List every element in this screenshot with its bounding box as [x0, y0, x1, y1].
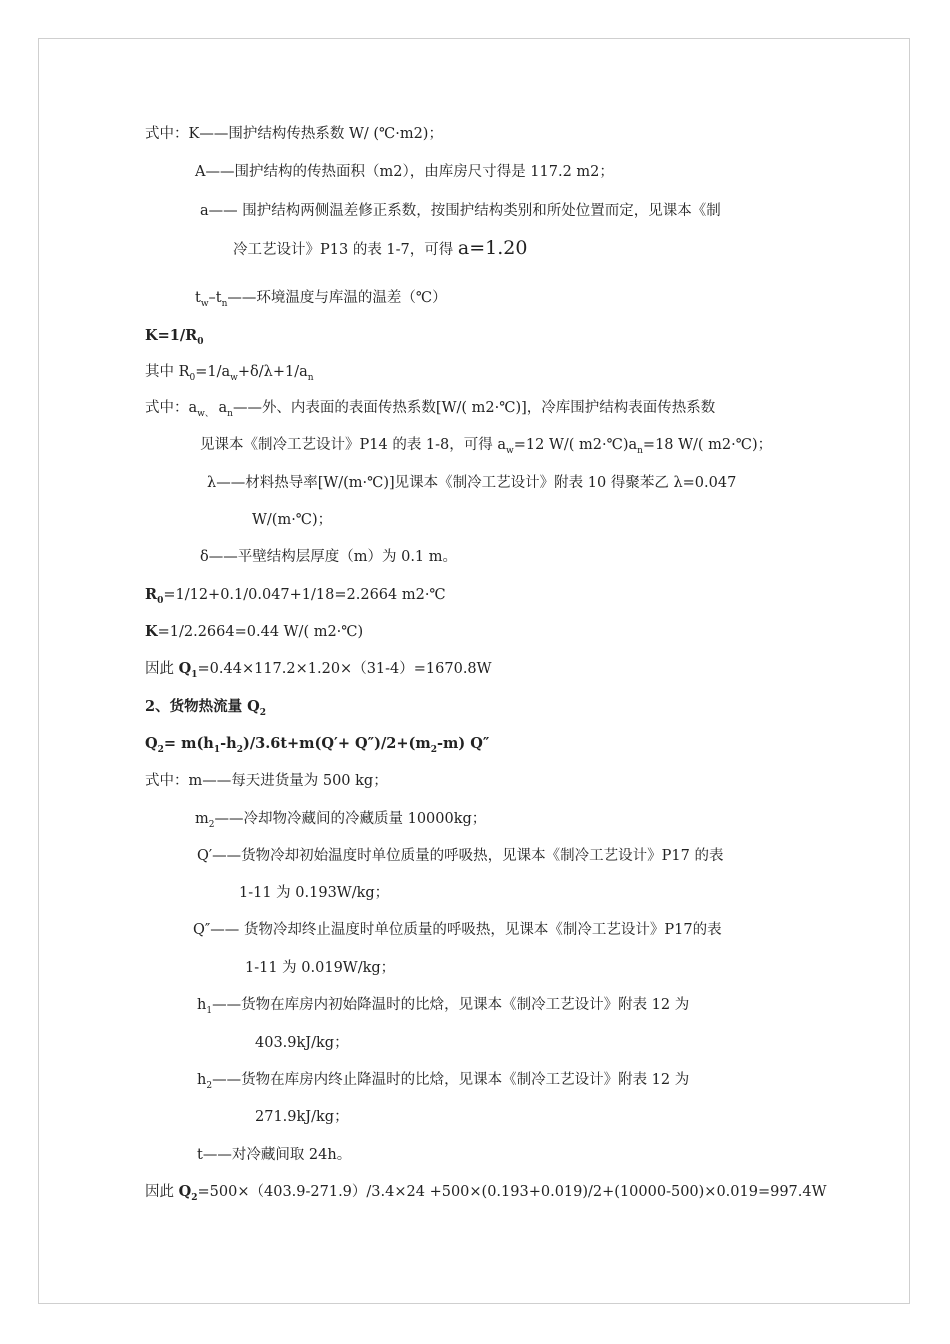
text-line: Q″—— 货物冷却终止温度时单位质量的呼吸热，见课本《制冷工艺设计》P17的表 [193, 922, 722, 938]
text-line: 1-11 为 0.193W/kg； [239, 885, 390, 901]
formula-heading: $K=1/R_0$ [145, 327, 204, 347]
text-line: $h_1——$货物在库房内初始降温时的比焓，见课本《制冷工艺设计》附表 12 为 [197, 997, 690, 1016]
text-line: 271.9kJ/kg； [255, 1109, 349, 1125]
text-line: 因此 $Q_2=500\times(403.9-271.9)/3.4\times 24 +500\times(0.193+0.019)/2+(10000-500)\times 0.019=997.4W$ [145, 1183, 827, 1203]
text-line: t——对冷藏间取 24h。 [197, 1147, 352, 1163]
text-line: 因此 $Q_1=0.44\times 117.2\times 1.20\times(31-4)=1670.8W$ [145, 660, 492, 680]
formula-heading: $Q_2= m(h_1-h_2)/3.6t+m(Q'+ Q'')/2+(m_2-m)$ Q″ [145, 735, 490, 755]
text-line: λ——材料热导率[W/(m·℃)]见课本《制冷工艺设计》附表 10 得聚苯乙 λ=0.047 [207, 475, 737, 491]
text-line: δ——平壁结构层厚度（m）为 0.1 m。 [200, 549, 458, 565]
text-line: 式中：$a_{w、}$ $a_n——$外、内表面的表面传热系数[W/( m2·℃)]，冷库围护结构表面传热系数 [145, 400, 716, 419]
formula-value: a=1.20 [457, 237, 528, 259]
text-line: $t_w-t_n——$环境温度与库温的温差（℃） [195, 290, 447, 309]
text-line: $R_0=1/12+0.1/0.047+1/18=2.2664$ m2·℃ [145, 586, 446, 606]
text-line: 见课本《制冷工艺设计》P14 的表 1-8，可得 $a_w=12$ W/( $m2\cdot℃)a_n=18$ W/( m2·℃)； [200, 437, 773, 456]
text-line: a—— 围护结构两侧温差修正系数，按围护结构类别和所处位置而定，见课本《制 [200, 203, 721, 219]
text-line: $m_2——$冷却物冷藏间的冷藏质量 10000kg； [195, 811, 487, 830]
text-line: K=1/2.2664=0.44 W/( m2·℃) [145, 623, 364, 640]
text-line: Q′——货物冷却初始温度时单位质量的呼吸热，见课本《制冷工艺设计》P17 的表 [197, 848, 724, 864]
text-line: 式中：m——每天进货量为 500 kg； [145, 773, 388, 789]
text-line: A——围护结构的传热面积（m2），由库房尺寸得是 117.2 m2； [195, 164, 614, 180]
text-line: 1-11 为 0.019W/kg； [245, 960, 396, 976]
text-line: $h_2——$货物在库房内终止降温时的比焓，见课本《制冷工艺设计》附表 12 为 [197, 1072, 690, 1091]
text-line: W/(m·℃)； [252, 512, 333, 528]
text-line: 冷工艺设计》P13 的表 1-7，可得 a=1.20 [233, 237, 528, 259]
section-heading: 2、货物热流量 $Q_2$ [145, 698, 267, 718]
text-line: 式中：K——围护结构传热系数 W/ (℃·m2)； [145, 126, 443, 142]
text-line: 其中 $R_0=1/a_w+\delta/\lambda+1/a_n$ [145, 364, 314, 383]
text-line: 403.9kJ/kg； [255, 1035, 349, 1051]
